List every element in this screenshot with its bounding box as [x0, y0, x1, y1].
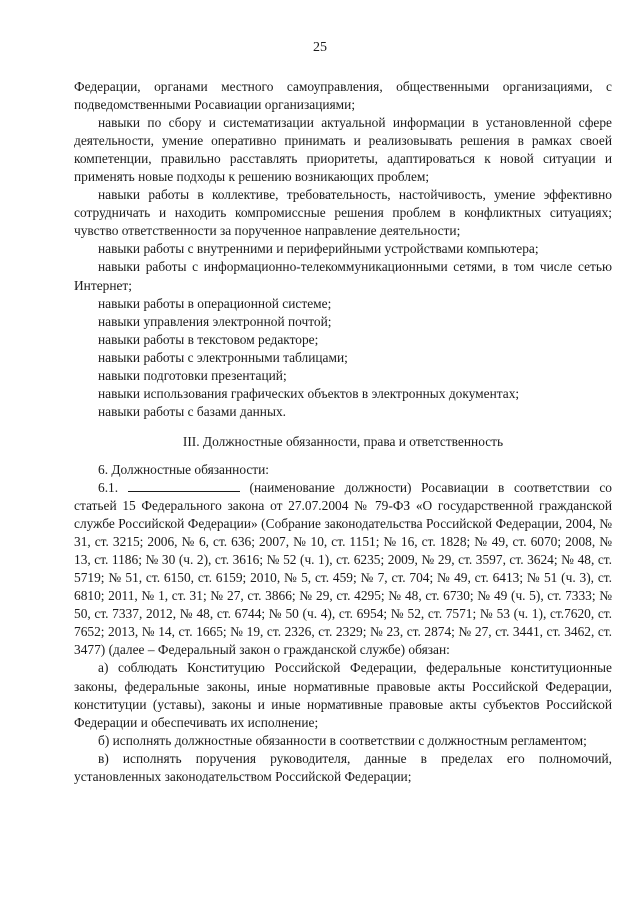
paragraph-os: навыки работы в операционной системе;: [98, 295, 332, 311]
duty-item-b: б) исполнять должностные обязанности в соответствии с должностным регламентом;: [98, 732, 587, 748]
section-title: III. Должностные обязанности, права и ответственность: [182, 433, 504, 449]
paragraph-email: навыки управления электронной почтой;: [98, 313, 332, 329]
section-6-heading: 6. Должностные обязанности:: [98, 461, 270, 477]
paragraph-graphics: навыки использования графических объектов в электронных документах;: [98, 385, 520, 401]
paragraph-team-skills: навыки работы в коллективе, требовательность, настойчивость, умение эффективно сотрудничать и находить компромиссные решения проблем в конфликтных ситуациях; чувство ответственности за порученное направление деятельности;: [74, 187, 612, 239]
duty-item-v: в) исполнять поручения руководителя, данные в пределах его полномочий, установленных законодательством Российской Федерации;: [74, 750, 612, 784]
paragraph-presentations: навыки подготовки презентаций;: [98, 367, 287, 383]
section-6-1: [74, 479, 612, 659]
position-name-blank: [128, 480, 240, 492]
paragraph-spreadsheets: навыки работы с электронными таблицами;: [98, 349, 348, 365]
section-6-1-text: (наименование должности) Росавиации в соответствии со статьей 15 Федерального закона от 27.07.2004 № 79-ФЗ «О государственной гражданской службе Российской Федерации» (Собрание законодательства Российской Федерации, 2004, № 31, ст. 3215; 2006, № 6, ст. 636; 2007, № 10, ст. 1151; № 16, ст. 1828; № 49, ст. 6070; 2008, № 13, ст. 1186; № 30 (ч. 2), ст. 3616; № 52 (ч. 1), ст. 6235; 2009, № 29, ст. 3597, ст. 3624; № 48, ст. 5719; № 51, ст. 6150, ст. 6159; 2010, № 5, ст. 459; № 7, ст. 704; № 49, ст. 6413; № 51 (ч. 3), ст. 6810; 2011, № 1, ст. 31; № 27, ст. 3866; № 29, ст. 4295; № 48, ст. 6730; № 49 (ч. 5), ст. 7333; № 50, ст. 7337, 2012, № 48, ст. 6744; № 50 (ч. 4), ст. 6954; № 52, ст. 7571; № 53 (ч. 1), ст.7620, ст. 7652; 2013, № 14, ст. 1665; № 19, ст. 2326, ст. 2329; № 23, ст. 2874; № 27, ст. 3441, ст. 3462, ст. 3477) (далее – Федеральный закон о гражданской службе) обязан:: [74, 479, 612, 658]
duty-item-a: а) соблюдать Конституцию Российской Федерации, федеральные конституционные законы, федеральные законы, иные нормативные правовые акты Российской Федерации, конституции (уставы), законы и иные нормативные правовые акты субъектов Российской Федерации и обеспечивать их исполнение;: [74, 660, 612, 730]
paragraph-text-editor: навыки работы в текстовом редакторе;: [98, 331, 319, 347]
document-body: [74, 78, 612, 786]
paragraph-cooperation: Федерации, органами местного самоуправления, общественными организациями, с подведомственными Росавиации организациями;: [74, 79, 612, 113]
paragraph-databases: навыки работы с базами данных.: [98, 403, 287, 419]
paragraph-computer-devices: навыки работы с внутренними и периферийными устройствами компьютера;: [98, 241, 539, 257]
page-number: 25: [313, 40, 327, 55]
paragraph-networks: навыки работы с информационно-телекоммуникационными сетями, в том числе сетью Интернет;: [74, 259, 612, 293]
paragraph-info-skills: навыки по сбору и систематизации актуальной информации в установленной сфере деятельности, умение оперативно принимать и реализовывать решения в рамках своей компетенции, правильно расставлять приоритеты, адаптироваться к новой ситуации и применять новые подходы к решению возникающих проблем;: [74, 115, 612, 185]
section-6-1-number: 6.1.: [98, 479, 119, 495]
